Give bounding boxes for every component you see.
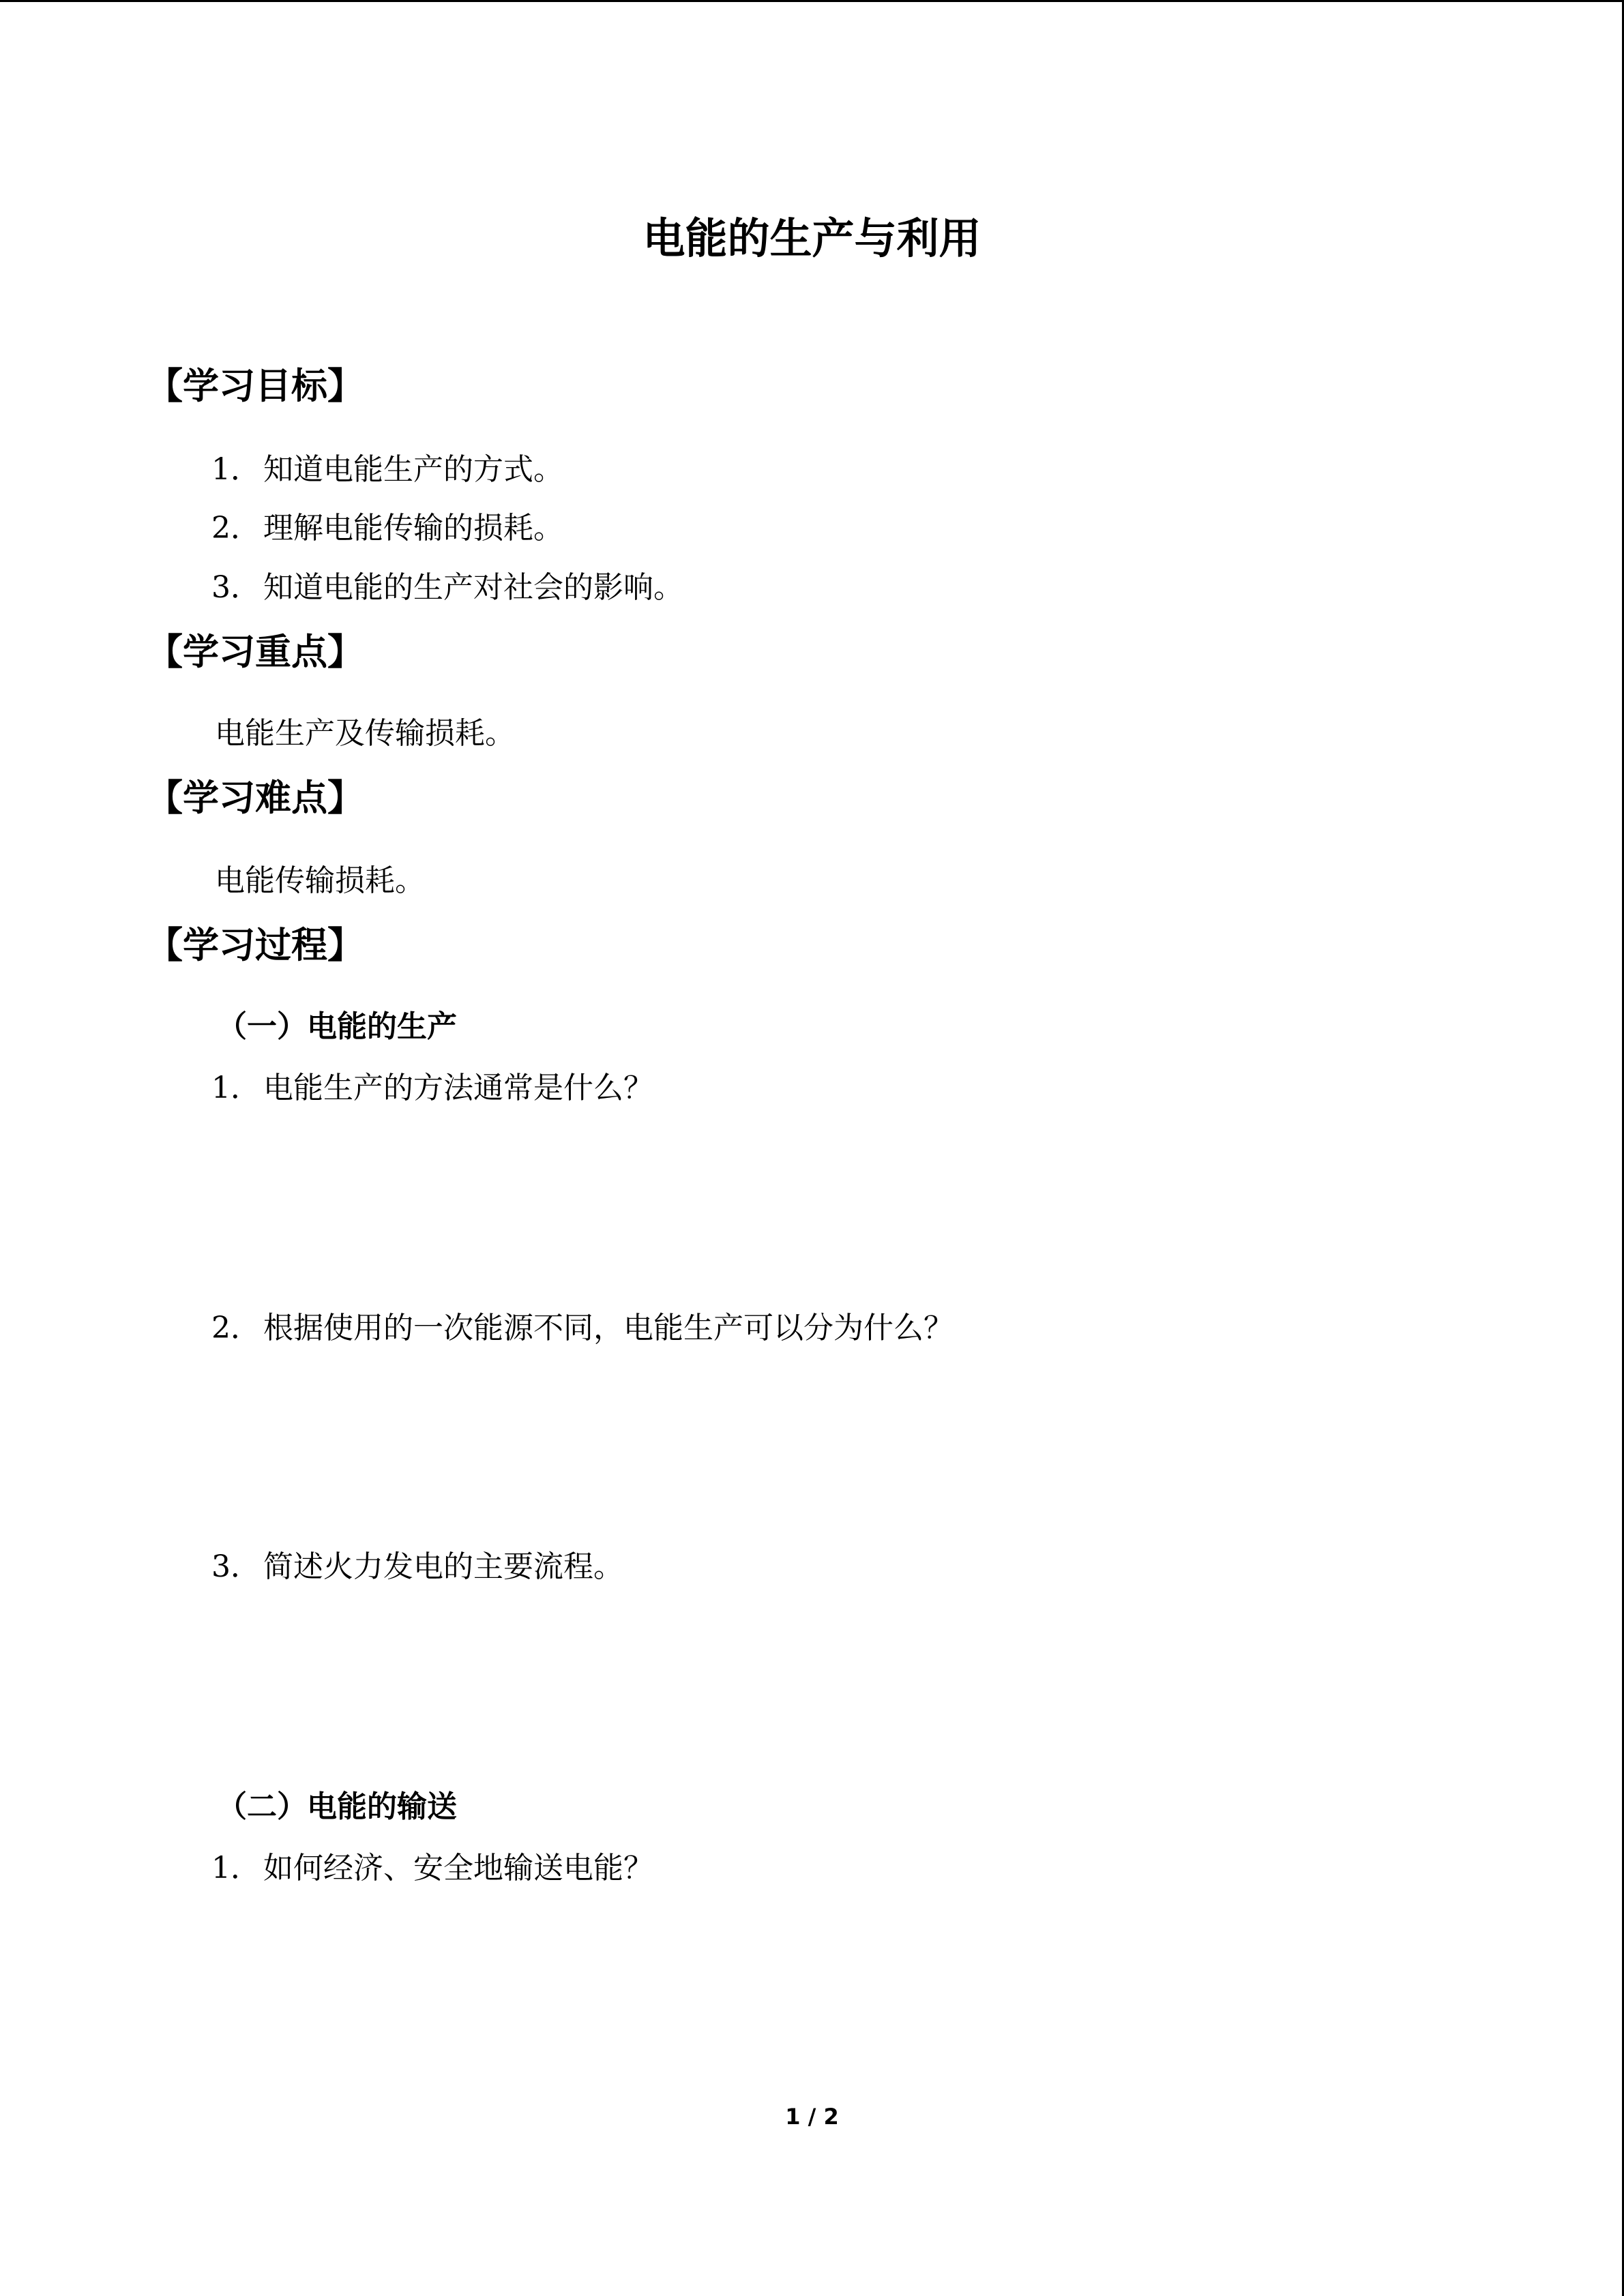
item-text: 知道电能的生产对社会的影响。	[263, 570, 683, 605]
subheading-transmission: （二）电能的输送	[217, 1789, 457, 1824]
item-text: 根据使用的一次能源不同，电能生产可以分为什么？	[263, 1311, 954, 1345]
item-number: 1．	[211, 1071, 261, 1105]
item-text: 如何经济、安全地输送电能？	[263, 1851, 653, 1885]
difficulties-text: 电能传输损耗。	[215, 863, 425, 898]
item-number: 1．	[211, 452, 261, 487]
item-number: 1．	[211, 1851, 261, 1885]
objective-item	[211, 508, 563, 549]
question-item	[211, 1068, 653, 1109]
heading-key-points: 【学习重点】	[147, 631, 364, 673]
item-number: 3．	[211, 1549, 261, 1584]
objective-item	[211, 567, 683, 608]
page-number: 1 / 2	[785, 2104, 839, 2130]
heading-objectives: 【学习目标】	[147, 366, 364, 407]
question-item	[211, 1308, 954, 1349]
item-text: 理解电能传输的损耗。	[263, 511, 563, 546]
key-points-text: 电能生产及传输损耗。	[215, 716, 515, 751]
item-number: 2．	[211, 1311, 261, 1345]
item-number: 3．	[211, 570, 261, 605]
question-item	[211, 1547, 623, 1587]
heading-process: 【学习过程】	[147, 925, 364, 966]
document-title: 电能的生产与利用	[643, 213, 981, 263]
item-text: 知道电能生产的方式。	[263, 452, 563, 487]
heading-difficulties: 【学习难点】	[147, 777, 364, 819]
item-text: 简述火力发电的主要流程。	[263, 1549, 623, 1584]
subheading-production: （一）电能的生产	[217, 1009, 457, 1044]
item-number: 2．	[211, 511, 261, 546]
page-border-top	[0, 0, 1624, 2]
item-text: 电能生产的方法通常是什么？	[263, 1071, 653, 1105]
objective-item	[211, 449, 563, 490]
question-item	[211, 1848, 653, 1889]
